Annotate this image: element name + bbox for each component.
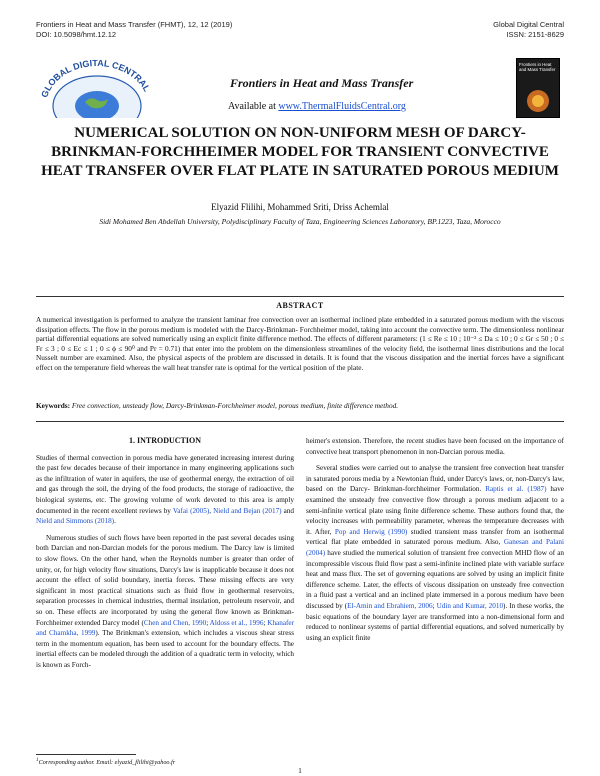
citation-link[interactable]: Vafai (2005) [172, 506, 210, 515]
affiliation: Sidi Mohamed Ben Abdellah University, Polydisciplinary Faculty of Taza, Engineering Sciences Laboratory, BP.1223, Taza, Morocco [99, 217, 501, 226]
text-run: and [281, 506, 295, 515]
journal-citation [36, 20, 232, 40]
citation-link[interactable]: Khanafer and Chamkha, 1999 [36, 618, 294, 638]
text-run: Studies of thermal convection in porous media have generated increasing interest during the past few decades because of their importance in many engineering applications such as the infiltration of water in aquifers, the use of geothermal energy, the extraction of oil and gas through the soil, the drying of the food products, the storage of radioactive, the biological systems, etc. The growing volume of work devoted to this area is amply documented in the recent excellent reviews by [36, 453, 294, 515]
citation-link[interactable]: El-Amin and Ebrahiem, 2006 [347, 601, 433, 610]
text-run: ; [432, 601, 437, 610]
citation-link[interactable]: Pop and Herwig (1990) [334, 527, 408, 536]
citation-link[interactable]: Chen and Chen, 1990 [143, 618, 207, 627]
text-run: . [114, 517, 116, 526]
text-run: ; [263, 618, 268, 627]
page-number: 1 [298, 766, 302, 775]
doi-line: DOI: 10.5098/hmt.12.12 [36, 30, 117, 39]
footnote-text: Corresponding author. Email: elyazid_flilihi@yahoo.fr [38, 759, 176, 767]
footnote-marker: 1 [36, 757, 39, 763]
journal-cover-thumbnail [516, 58, 560, 118]
citation-link[interactable]: Udin and Kumar, 2010 [436, 601, 504, 610]
text-run: Several studies were carried out to analyse the transient free convection heat transfer in saturated porous media by a Newtonian fluid, under Darcy's laws, or, non-Darcy's law, based on the Darcy- Brinkman-forchheimer Formulation. [306, 464, 564, 494]
citation-link[interactable]: Aldoss et al., 1996 [209, 618, 264, 627]
keywords-line [36, 401, 564, 410]
intro-paragraph-2 [36, 533, 294, 671]
text-run: ; [206, 618, 210, 627]
availability-prefix: Available at [228, 101, 279, 112]
cover-title: Frontiers in Heat and Mass Transfer [519, 62, 556, 72]
right-column [306, 436, 564, 649]
text-run: have studied the numerical solution of transient free convection MHD flow of an incompressible viscous fluid flow past a semi-infinite inclined plate with variable surface heat and mass flux. The set of governing equations are solved by using an implicit finite difference scheme. Later, the effects of viscous dissipation on unsteady free convection in a fluid past a vertical and an inclined plate immersed in a porous medium have been discussed by ( [306, 548, 564, 610]
abstract-box [36, 296, 564, 422]
journal-title: Frontiers in Heat and Mass Transfer [230, 76, 414, 90]
footnote-divider [36, 754, 136, 755]
availability-line [228, 101, 406, 112]
journal-website-link[interactable]: www.ThermalFluidsCentral.org [278, 101, 406, 112]
right-paragraph-2 [306, 463, 564, 643]
left-column [36, 436, 294, 676]
citation-link[interactable]: Ganesan and Palani (2004) [306, 538, 564, 557]
citation-link[interactable]: Nield and Simmons (2018) [36, 517, 115, 526]
intro-paragraph-1 [36, 453, 294, 527]
text-run: , [209, 506, 214, 515]
text-run: have examined the unsteady free convective flow through a porous medium adjacent to a semi-infinite vertical plate using finite difference scheme. These authors found that, the velocity increases with permeability parameter, whereas the temperature decreases with it. After, [306, 485, 564, 536]
section-heading-introduction: 1. INTRODUCTION [128, 436, 201, 445]
right-paragraph-1: heimer's extension. Therefore, the recent studies have been focused on the importance of convective heat transport phenomenon in non-Darcian porous media. [306, 437, 564, 456]
publisher-name: Global Digital Central [493, 20, 564, 29]
keywords-label: Keywords: [36, 401, 71, 410]
publisher-info [493, 20, 564, 40]
citation-line: Frontiers in Heat and Mass Transfer (FHMT), 12, 12 (2019) [36, 20, 233, 29]
corresponding-author-footnote [36, 757, 175, 766]
author-list: Elyazid Flilihi, Mohammed Sriti, Driss Achemlal [211, 202, 389, 212]
global-digital-central-logo [38, 60, 156, 118]
logo-arc-text: GLOBAL DIGITAL CENTRAL [39, 60, 153, 99]
abstract-heading: ABSTRACT [276, 301, 324, 310]
abstract-text: A numerical investigation is performed to analyze the transient laminar free convection over an isothermal inclined plate embedded in a saturated porous medium with the viscous dissipation effects. The flow in the porous medium is modeled with the Darcy-Brinkman- Forchheimer model, taking into account the convective term. The dimensionless nonlinear partial differential equations are solved numerically using an explicit finite difference method. The effects of different parameters: (1 ≤ Re ≤ 10 ; 10⁻² ≤ Da ≤ 10 ; 0 ≤ Gr ≤ 50 ; 0 ≤ Fr ≤ 3 ; 0 ≤ Ec ≤ 1 ; 0 ≤ ϕ ≤ 90⁰ and Pr = 0.71) that enter into the problem on the dimensionless streamlines of the velocity field, the isothermal lines distributions and the local Nusselt number are examined. Also, the physical aspects of the problem are discussed in details. It is found that the viscous dissipation and the inertial forces have a significant effect on the temperature field whereas the wall heat transfer rate is optimal for the vertical position of the plate. [36, 315, 564, 372]
citation-link[interactable]: Raptis et al. (1987) [485, 485, 547, 494]
issn-line: ISSN: 2151-8629 [506, 30, 564, 39]
paper-title: NUMERICAL SOLUTION ON NON-UNIFORM MESH OF DARCY-BRINKMAN-FORCHHEIMER MODEL FOR TRANSIENT CONVECTIVE HEAT TRANSFER OVER FLAT PLATE IN SATURATED POROUS MEDIUM [41, 125, 559, 179]
text-run: Numerous studies of such flows have been reported in the past several decades using both Darcian and non-Darcian models for the porous medium. The Darcy law is limited to slow flows. On the other hand, when the Reynolds number is greater than order of unity, or, for high velocity flow situations, Darcy's law is inapplicable because it does not account the effect of solid boundary, inertia forces. These missing effects are very significant in most practical situations such as fluid flow in geothermal reservoirs, separation processes in chemical industries, thermal insulation, petroleum reservoir, and so on. These effects are incorporated by using the general flow known as Brinkman-Forchheimer extended Darcy model ( [36, 533, 294, 627]
citation-link[interactable]: Nield and Bejan (2017) [213, 506, 282, 515]
text-run: ). In these works, the basic equations of the boundary layer are transformed into a non-dimensional form and reduced to nonlinear systems of partial differential equations, and solved numerically by using an explicit finite [306, 601, 564, 642]
text-run: ). The Brinkman's extension, which includes a viscous shear stress term in the momentum equation, has been used to account for the boundary effects. The inertial effects can be modeled through the addition of a quadratic term in velocity, which is known as Forch- [36, 629, 294, 669]
keywords-text: Free convection, unsteady flow, Darcy-Brinkman-Forchheimer model, porous medium, finite difference method. [71, 401, 399, 410]
text-run: studied transient mass transfer from an isothermal vertical flat plate embedded in saturated porous medium. Also, [306, 527, 565, 547]
